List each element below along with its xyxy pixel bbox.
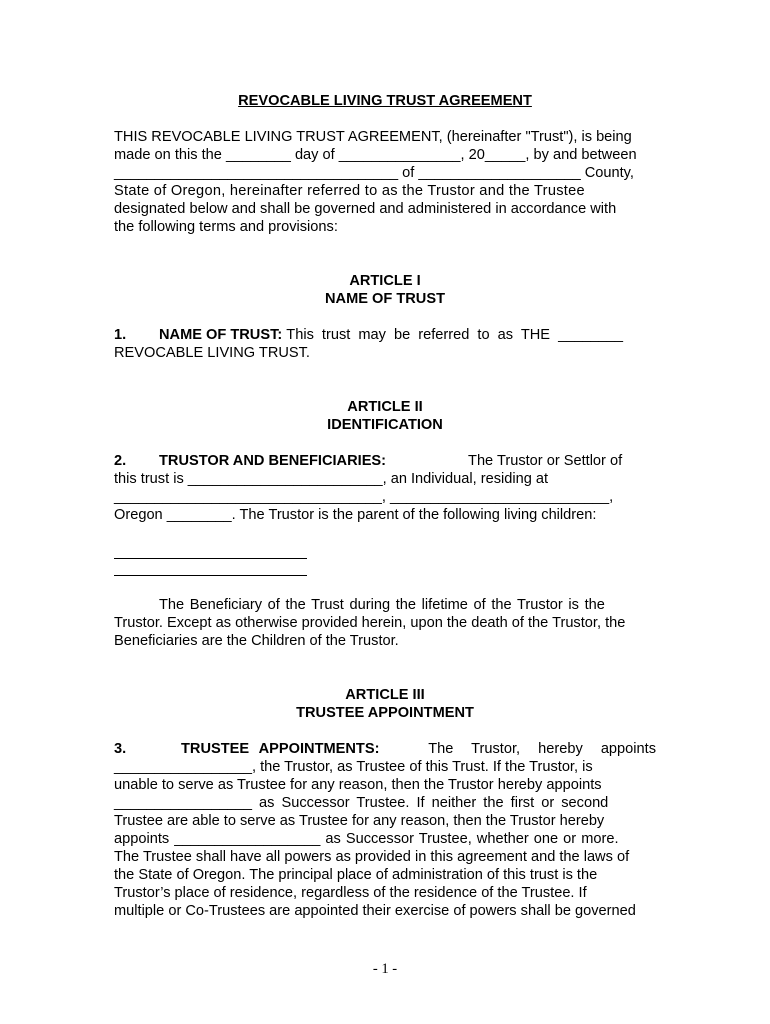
child-name-blank [114, 542, 307, 559]
section-text: The Trustor or Settlor of [468, 453, 623, 469]
section-text: This trust may be referred to as THE ________ [286, 327, 624, 343]
section-3-line: The Trustee shall have all powers as provided in this agreement and the laws of [114, 849, 630, 865]
section-1-line: REVOCABLE LIVING TRUST. [114, 345, 310, 361]
section-2-line: this trust is ________________________, an Individual, residing at [114, 471, 549, 487]
article-3-section [114, 740, 656, 920]
beneficiary-line: Beneficiaries are the Children of the Trustor. [114, 633, 399, 649]
intro-line [114, 128, 656, 146]
section-3-line: Trustee are able to serve as Trustee for any reason, then the Trustor hereby [114, 813, 605, 829]
intro-line: made on this the ________ day of _______________, 20_____, by and between [114, 147, 637, 163]
beneficiary-text: The Beneficiary of the Trust during the lifetime of the Trustor is the [159, 597, 605, 613]
article-1-section [114, 326, 656, 362]
section-label: TRUSTOR AND BENEFICIARIES: [159, 453, 387, 469]
article-3-heading: ARTICLE III [345, 687, 425, 703]
intro-line: ___________________________________ of ____________________ County, [114, 165, 634, 181]
section-3-line: appoints __________________ as Successor Trustee, whether one or more. [114, 831, 619, 847]
section-3-line: unable to serve as Trustee for any reason, then the Trustor hereby appoints [114, 777, 602, 793]
article-1-heading: ARTICLE I [349, 273, 421, 289]
section-3-line: the State of Oregon. The principal place of administration of this trust is the [114, 867, 598, 883]
beneficiary-line [114, 596, 656, 614]
section-3-line: _________________, the Trustor, as Trustee of this Trust. If the Trustor, is [114, 759, 593, 775]
section-label: TRUSTEE APPOINTMENTS: [181, 741, 380, 757]
section-label: NAME OF TRUST: [159, 327, 283, 343]
section-1-line [114, 326, 656, 344]
intro-line: designated below and shall be governed and administered in accordance with [114, 201, 617, 217]
document-title: REVOCABLE LIVING TRUST AGREEMENT [238, 93, 532, 109]
section-number: 2. [114, 453, 127, 469]
section-2-line: Oregon ________. The Trustor is the parent of the following living children: [114, 507, 597, 523]
intro-line-text: THIS REVOCABLE LIVING TRUST AGREEMENT, (hereinafter "Trust"), is being [114, 129, 632, 145]
beneficiary-line: Trustor. Except as otherwise provided herein, upon the death of the Trustor, the [114, 615, 626, 631]
intro-line: the following terms and provisions: [114, 219, 338, 235]
article-3-subheading: TRUSTEE APPOINTMENT [296, 705, 474, 721]
section-3-line: _________________ as Successor Trustee. If neither the first or second [114, 795, 609, 811]
child-name-blank [114, 559, 307, 576]
article-2-section [114, 452, 656, 650]
section-number: 1. [114, 327, 127, 343]
section-3-line: Trustor’s place of residence, regardless of the residence of the Trustee. If [114, 885, 587, 901]
section-text: The Trustor, hereby appoints [428, 741, 656, 757]
document-page [114, 92, 656, 920]
section-3-line [114, 740, 656, 758]
section-3-line: multiple or Co-Trustees are appointed their exercise of powers shall be governed [114, 903, 636, 919]
article-2-heading: ARTICLE II [347, 399, 423, 415]
intro-paragraph [114, 128, 656, 236]
article-1-subheading: NAME OF TRUST [325, 291, 445, 307]
page-number: - 1 - [372, 961, 398, 977]
section-2-line [114, 452, 656, 470]
section-2-line: _________________________________, ___________________________, [114, 489, 614, 505]
article-2-subheading: IDENTIFICATION [327, 417, 443, 433]
section-number: 3. [114, 741, 127, 757]
intro-line: State of Oregon, hereinafter referred to as the Trustor and the Trustee [114, 183, 585, 199]
